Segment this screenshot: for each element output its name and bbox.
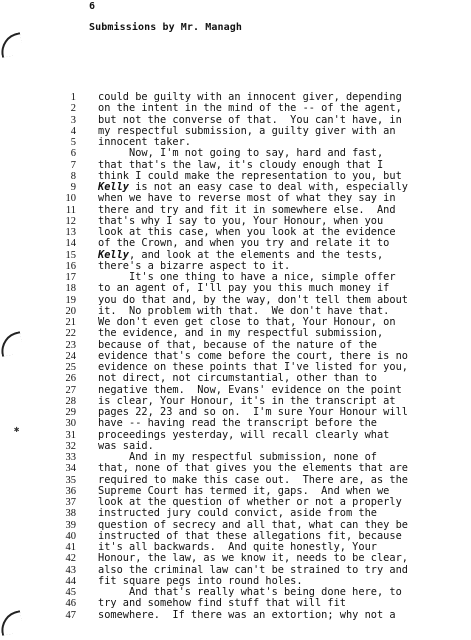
line-number: 25 (65, 362, 76, 373)
line-text (98, 610, 396, 621)
line-number: 11 (65, 204, 76, 216)
text-segment: Honour, the law, as we know it, needs to be clear, (98, 552, 408, 565)
line-number: 33 (65, 452, 76, 463)
line-number: 39 (65, 519, 76, 531)
text-segment: And that's really what's being done here, to (98, 586, 402, 598)
line-number: 22 (65, 328, 76, 340)
line-number: 10 (65, 193, 76, 205)
line-number: 47 (65, 609, 76, 621)
page-number: 6 (89, 1, 96, 12)
text-segment: We don't even get close to that, Your Honour, on (98, 316, 396, 328)
transcript-line (0, 610, 471, 621)
line-number: 37 (65, 497, 76, 508)
binder-punch-mark (0, 32, 24, 57)
line-number: 40 (65, 530, 76, 542)
text-segment: It's one thing to have a nice, simple offer (98, 271, 396, 283)
line-number: 2 (70, 103, 76, 115)
transcript-line (0, 430, 471, 441)
text-segment: it. No problem with that. We don't have that. (98, 304, 390, 317)
text-segment: there and try and fit it in somewhere else. And (98, 203, 396, 216)
text-segment: instructed of that these allegations fit, because (98, 529, 402, 542)
line-number: 6 (70, 148, 76, 160)
text-segment: not direct, not circumstantial, other than to (98, 372, 377, 385)
text-segment: the evidence, and in my respectful submission, (98, 327, 384, 340)
line-number: 7 (70, 159, 76, 171)
text-segment: question of secrecy and all that, what can they be (98, 518, 408, 531)
line-number: 45 (65, 587, 76, 598)
text-segment: And in my respectful submission, none of (98, 451, 377, 463)
line-number: 21 (65, 317, 76, 328)
text-segment: Now, I'm not going to say, hard and fast, (98, 147, 384, 160)
text-segment: evidence that's come before the court, there is no (98, 349, 408, 362)
text-segment: when we have to reverse most of what they say in (98, 192, 396, 205)
line-number: 31 (65, 429, 76, 441)
text-segment: instructed jury could convict, aside from the (98, 507, 377, 520)
text-segment: Supreme Court has termed it, gaps. And when we (98, 484, 390, 497)
line-number: 20 (65, 305, 76, 317)
line-number: 36 (65, 485, 76, 497)
text-segment: required to make this case out. There are, as the (98, 473, 408, 486)
text-segment: is clear, Your Honour, it's in the transcript at (98, 394, 396, 407)
text-segment: is not an easy case to deal with, especially (129, 181, 408, 193)
line-number: 34 (65, 463, 76, 475)
text-segment: also the criminal law can't be strained to try and (98, 563, 408, 576)
transcript-line (0, 126, 471, 137)
line-number: 17 (65, 272, 76, 283)
text-segment: on the intent in the mind of the -- of the agent, (98, 102, 402, 115)
page-heading: Submissions by Mr. Managh (89, 22, 243, 33)
text-segment: proceedings yesterday, will recall clearly what (98, 428, 390, 441)
text-segment: think I could make the representation to you, but (98, 169, 402, 182)
line-number: 46 (65, 598, 76, 610)
line-number: 27 (65, 384, 76, 396)
line-number: 3 (70, 114, 76, 126)
stray-ink-mark: ✱ (14, 425, 20, 435)
line-number: 41 (65, 542, 76, 553)
text-segment: somewhere. If there was an extortion; why not a (98, 608, 396, 621)
text-segment: evidence on these points that I've listed for you, (98, 361, 408, 373)
text-segment: it's all backwards. And quite honestly, Your (98, 541, 377, 553)
text-segment: you do that and, by the way, don't tell them about (98, 293, 408, 306)
line-number: 5 (70, 137, 76, 148)
text-segment: look at the question of whether or not a properly (98, 496, 402, 508)
case-name: Kelly (98, 248, 129, 261)
text-segment: that that's the law, it's cloudy enough that I (98, 158, 384, 171)
line-number: 8 (70, 170, 76, 182)
text-segment: have -- having read the transcript before the (98, 417, 377, 430)
line-number: 29 (65, 407, 76, 418)
text-segment: that, none of that gives you the elements that are (98, 462, 408, 475)
line-number: 14 (65, 238, 76, 250)
line-number: 30 (65, 418, 76, 430)
text-segment: pages 22, 23 and so on. I'm sure Your Honour will (98, 406, 408, 418)
line-number: 13 (65, 227, 76, 238)
text-segment: that's why I say to you, Your Honour, when you (98, 214, 384, 227)
text-segment: fit square pegs into round holes. (98, 574, 303, 587)
line-number: 18 (65, 283, 76, 295)
text-segment: , and look at the elements and the tests, (129, 248, 384, 261)
line-number: 9 (70, 182, 76, 193)
line-number: 26 (65, 373, 76, 385)
line-number: 19 (65, 294, 76, 306)
line-number: 15 (65, 249, 76, 261)
text-segment: innocent taker. (98, 136, 191, 148)
line-number: 43 (65, 564, 76, 576)
text-segment: look at this case, when you look at the evidence (98, 226, 396, 238)
line-number: 28 (65, 395, 76, 407)
line-number: 44 (65, 575, 76, 587)
text-segment: try and somehow find stuff that will fit (98, 597, 346, 610)
text-segment: could be guilty with an innocent giver, depending (98, 91, 402, 103)
case-name: Kelly (98, 181, 129, 193)
text-segment: of the Crown, and when you try and relate it to (98, 237, 390, 250)
line-number: 38 (65, 508, 76, 520)
line-number: 24 (65, 350, 76, 362)
text-segment: but not the converse of that. You can't have, in (98, 113, 402, 126)
text-segment: negative them. Now, Evans' evidence on the point (98, 383, 402, 396)
line-number: 23 (65, 339, 76, 351)
text-segment: because of that, because of the nature of the (98, 338, 377, 351)
line-number: 35 (65, 474, 76, 486)
line-number: 12 (65, 215, 76, 227)
line-number: 16 (65, 260, 76, 272)
line-number: 42 (65, 553, 76, 565)
line-number: 4 (70, 125, 76, 137)
line-number: 1 (70, 92, 76, 103)
line-number: 32 (65, 440, 76, 452)
text-segment: my respectful submission, a guilty giver with an (98, 124, 396, 137)
text-segment: was said. (98, 439, 154, 452)
text-segment: there's a bizarre aspect to it. (98, 259, 291, 272)
text-segment: to an agent of, I'll pay you this much money if (98, 282, 390, 295)
